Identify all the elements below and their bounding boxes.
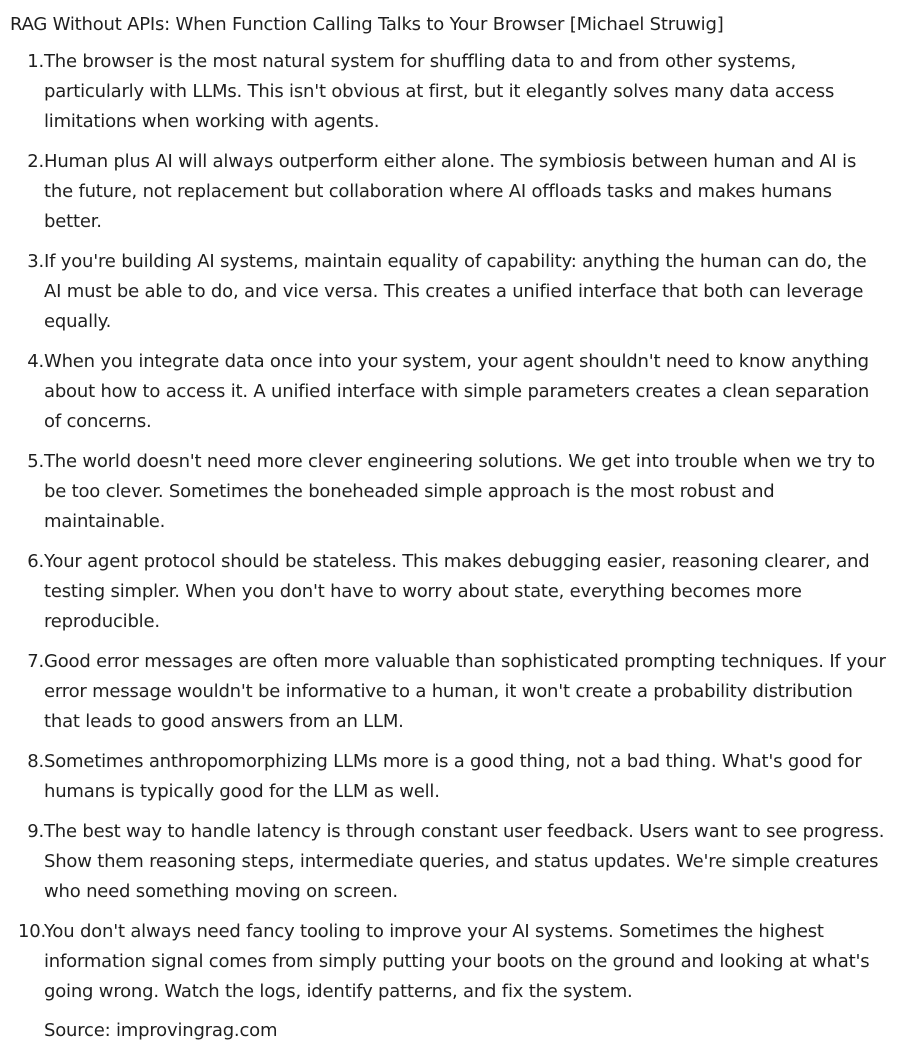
source-line: Source: improvingrag.com [44,1020,278,1041]
list-item-text: When you integrate data once into your system, your agent shouldn't need to know anything about how to access it. A unified interface with simple parameters creates a clean separation of concerns. [44,351,870,432]
list-item-text: The best way to handle latency is through constant user feedback. Users want to see progress. Show them reasoning steps, intermediate queries, and status updates. We're simple creatures who need something moving on screen. [44,821,885,902]
list-item [10,917,902,1007]
numbered-list [10,47,902,1007]
list-item-number: 5. [27,451,44,472]
list-item-number: 2. [27,151,44,172]
list-item-text: Your agent protocol should be stateless. This makes debugging easier, reasoning clearer, and testing simpler. When you don't have to worry about state, everything becomes more reproducible. [44,551,870,632]
list-item-text: You don't always need fancy tooling to improve your AI systems. Sometimes the highest information signal comes from simply putting your boots on the ground and looking at what's going wrong. Watch the logs, identify patterns, and fix the system. [44,921,870,1002]
list-item-text: If you're building AI systems, maintain equality of capability: anything the human can do, the AI must be able to do, and vice versa. This creates a unified interface that both can leverage equally. [44,251,867,332]
list-item [10,647,902,737]
page-title: RAG Without APIs: When Function Calling Talks to Your Browser [Michael Struwig] [10,14,724,35]
list-item-number: 10. [18,921,47,942]
list-item-number: 3. [27,251,44,272]
list-item-number: 4. [27,351,44,372]
list-item-text: Sometimes anthropomorphizing LLMs more is a good thing, not a bad thing. What's good for humans is typically good for the LLM as well. [44,751,862,802]
list-item-number: 6. [27,551,44,572]
list-item-number: 9. [27,821,44,842]
list-item-number: 1. [27,51,44,72]
list-item [10,817,902,907]
list-item [10,247,902,337]
list-item [10,547,902,637]
list-item-text: Good error messages are often more valuable than sophisticated prompting techniques. If your error message wouldn't be informative to a human, it won't create a probability distribution that leads to good answers from an LLM. [44,651,886,732]
list-item [10,47,902,137]
list-item [10,347,902,437]
list-item-number: 7. [27,651,44,672]
list-item-text: The browser is the most natural system for shuffling data to and from other systems, particularly with LLMs. This isn't obvious at first, but it elegantly solves many data access limitations when working with agents. [44,51,835,132]
list-item-text: The world doesn't need more clever engineering solutions. We get into trouble when we try to be too clever. Sometimes the boneheaded simple approach is the most robust and maintainable. [44,451,875,532]
list-item-number: 8. [27,751,44,772]
list-item [10,447,902,537]
list-item [10,147,902,237]
list-item [10,747,902,807]
list-item-text: Human plus AI will always outperform either alone. The symbiosis between human and AI is the future, not replacement but collaboration where AI offloads tasks and makes humans better. [44,151,857,232]
